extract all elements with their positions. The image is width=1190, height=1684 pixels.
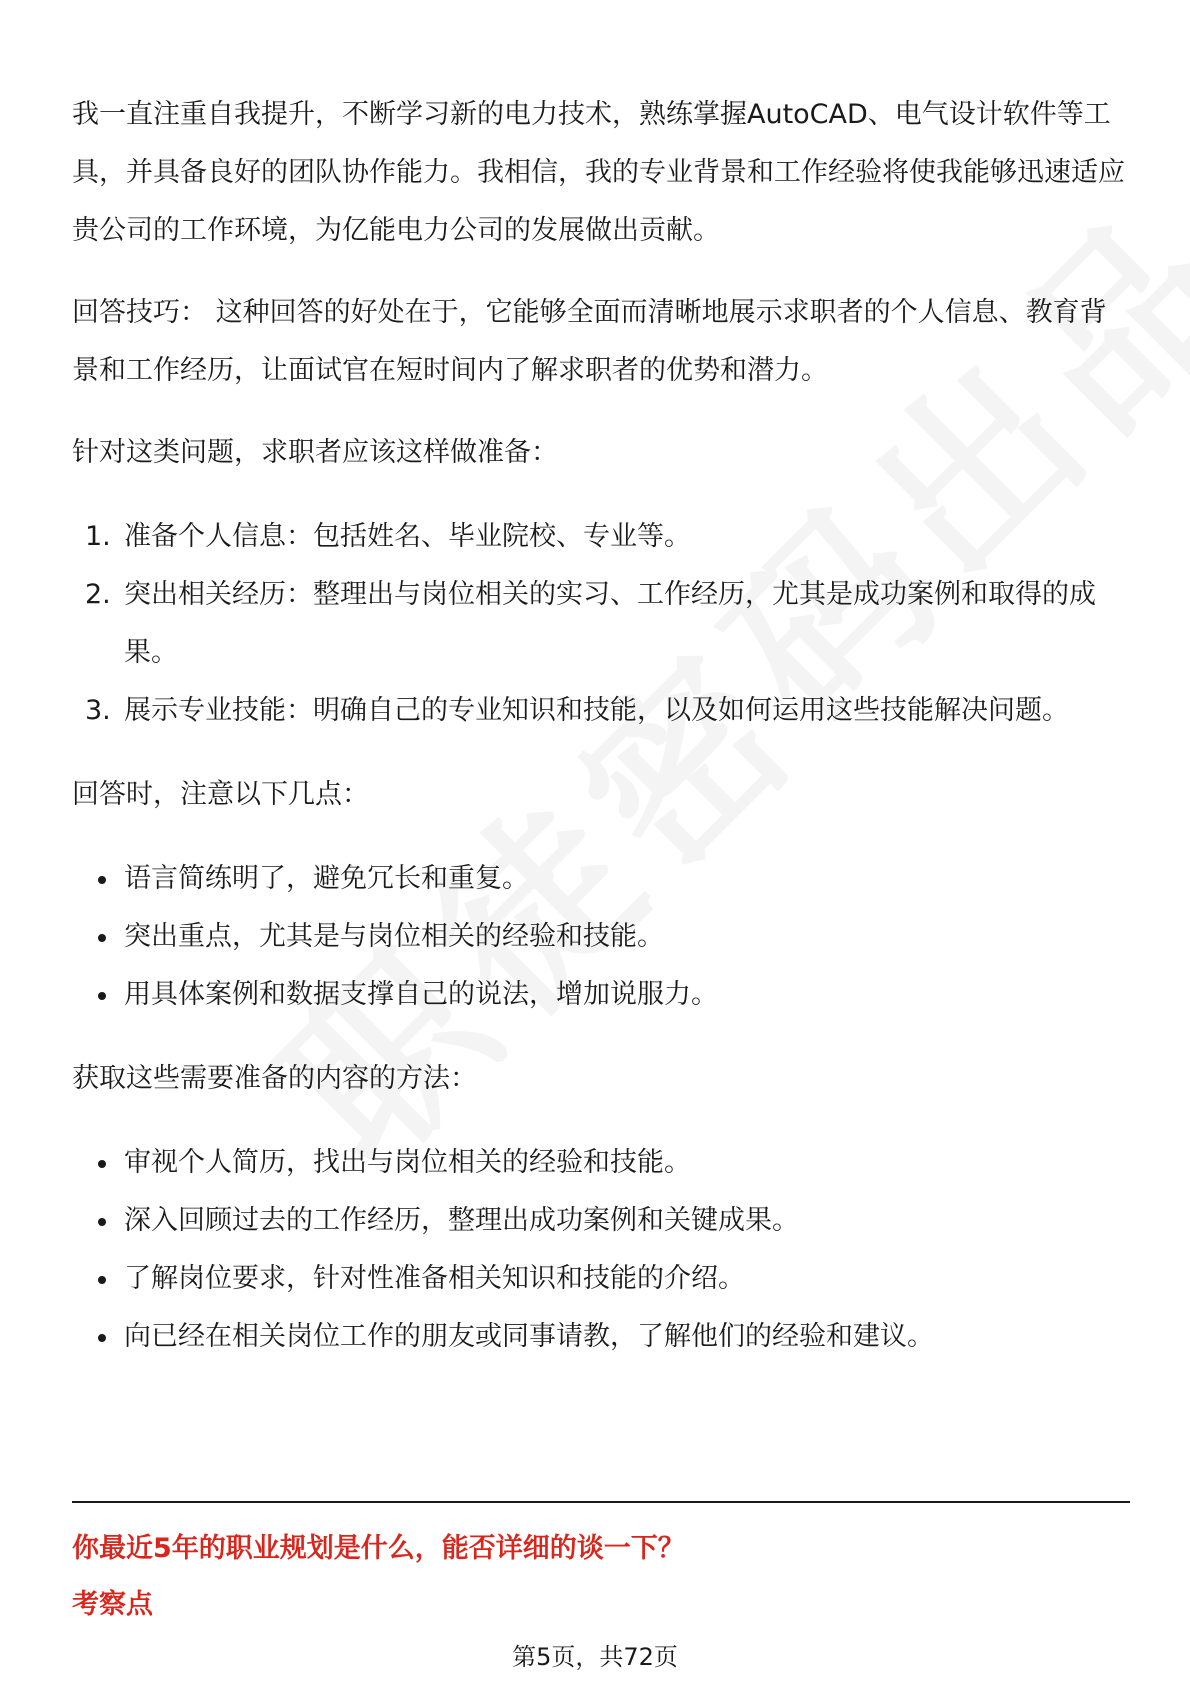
prep-heading: 针对这类问题，求职者应该这样做准备：	[72, 437, 558, 468]
methods-heading: 获取这些需要准备的内容的方法：	[72, 1063, 477, 1094]
list-item	[72, 850, 1130, 908]
list-item-text: 准备个人信息：包括姓名、毕业院校、专业等。	[124, 521, 691, 552]
methods-list	[72, 1134, 1130, 1366]
list-item	[72, 1134, 1130, 1192]
list-number: 1.	[85, 521, 111, 552]
bullet-icon	[98, 992, 106, 1000]
bullet-icon	[98, 1276, 106, 1284]
bullet-icon	[98, 1334, 106, 1342]
next-question-heading: 你最近5年的职业规划是什么，能否详细的谈一下？	[72, 1533, 685, 1564]
notes-heading: 回答时，注意以下几点：	[72, 779, 369, 810]
list-item-text: 语言简练明了，避免冗长和重复。	[124, 863, 529, 894]
list-item	[72, 566, 1130, 682]
intro-paragraph: 我一直注重自我提升，不断学习新的电力技术，熟练掌握AutoCAD、电气设计软件等工具，并具备良好的团队协作能力。我相信，我的专业背景和工作经验将使我能够迅速适应贵公司的工作环境，为亿能电力公司的发展做出贡献。	[72, 99, 1125, 246]
list-item-text: 用具体案例和数据支撑自己的说法，增加说服力。	[124, 979, 718, 1010]
notes-list	[72, 850, 1130, 1024]
page-content	[72, 86, 1130, 1366]
section-divider	[72, 1501, 1130, 1503]
bullet-icon	[98, 1160, 106, 1168]
list-item	[72, 682, 1130, 740]
list-item-text: 向已经在相关岗位工作的朋友或同事请教，了解他们的经验和建议。	[124, 1321, 934, 1352]
list-item-text: 了解岗位要求，针对性准备相关知识和技能的介绍。	[124, 1263, 745, 1294]
bullet-icon	[98, 876, 106, 884]
list-item-text: 突出相关经历：整理出与岗位相关的实习、工作经历，尤其是成功案例和取得的成果。	[124, 579, 1096, 668]
list-item-text: 深入回顾过去的工作经历，整理出成功案例和关键成果。	[124, 1205, 799, 1236]
list-number: 2.	[85, 579, 111, 610]
bullet-icon	[98, 934, 106, 942]
list-item	[72, 1192, 1130, 1250]
page-number: 第5页，共72页	[512, 1643, 678, 1671]
list-item	[72, 1308, 1130, 1366]
next-section-label: 考察点	[72, 1589, 153, 1620]
bullet-icon	[98, 1218, 106, 1226]
list-item	[72, 508, 1130, 566]
list-item-text: 突出重点，尤其是与岗位相关的经验和技能。	[124, 921, 664, 952]
list-item-text: 审视个人简历，找出与岗位相关的经验和技能。	[124, 1147, 691, 1178]
list-item-text: 展示专业技能：明确自己的专业知识和技能，以及如何运用这些技能解决问题。	[124, 695, 1069, 726]
list-number: 3.	[85, 695, 111, 726]
list-item	[72, 908, 1130, 966]
prep-list	[72, 508, 1130, 740]
tip-paragraph: 回答技巧： 这种回答的好处在于，它能够全面而清晰地展示求职者的个人信息、教育背景和工作经历，让面试官在短时间内了解求职者的优势和潜力。	[72, 297, 1107, 386]
list-item	[72, 1250, 1130, 1308]
list-item	[72, 966, 1130, 1024]
